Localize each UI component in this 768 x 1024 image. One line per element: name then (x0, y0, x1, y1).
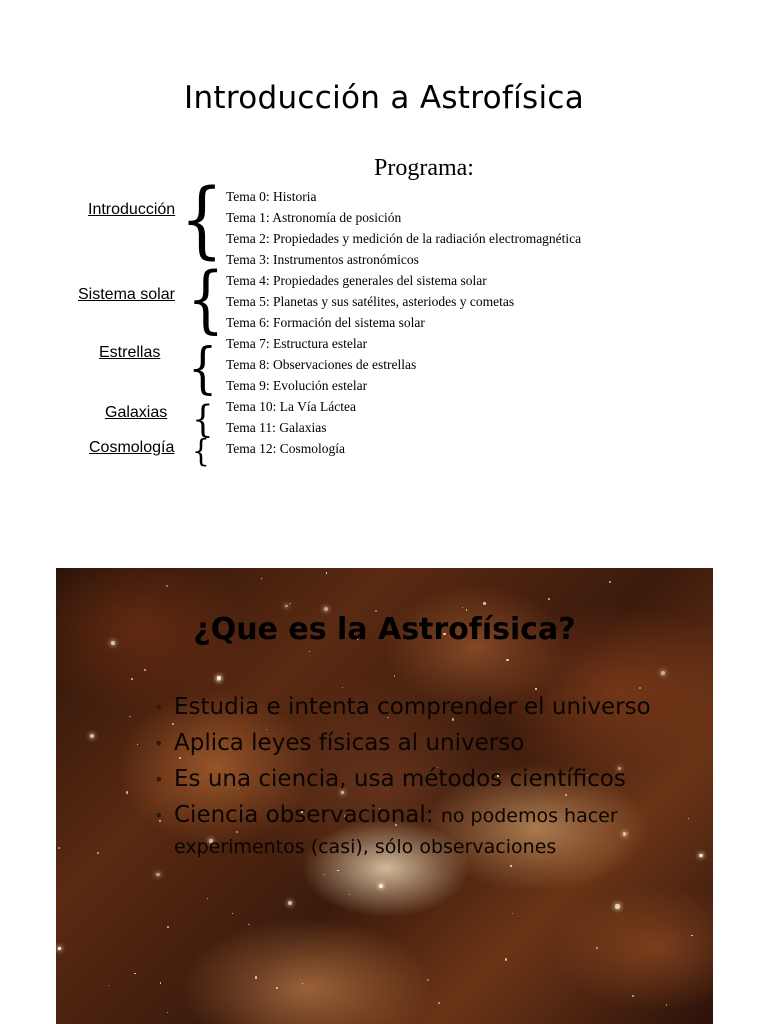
star-dot (615, 904, 619, 908)
brace-cosmologia: { (192, 432, 210, 469)
programa-heading: Programa: (374, 155, 474, 181)
slide-title: Introducción a Astrofísica (184, 80, 584, 116)
bullet-text: Estudia e intenta comprender el universo (174, 694, 651, 720)
tema-item: Tema 1: Astronomía de posición (226, 210, 402, 225)
bullet-item (152, 764, 702, 795)
tema-item: Tema 3: Instrumentos astronómicos (226, 252, 419, 267)
tema-item: Tema 11: Galaxias (226, 420, 327, 435)
slide2-title: ¿Que es la Astrofísica? (193, 612, 576, 647)
star-dot (207, 898, 209, 900)
star-dot (639, 687, 641, 689)
star-dot (596, 947, 598, 949)
star-dot (349, 894, 350, 895)
star-dot (535, 688, 537, 690)
star-dot (309, 651, 310, 652)
star-dot (144, 669, 146, 671)
tema-item: Tema 4: Propiedades generales del sistema solar (226, 273, 487, 288)
star-dot (232, 913, 233, 914)
group-label-introduccion: Introducción (88, 201, 176, 218)
star-dot (661, 671, 665, 675)
tema-item: Tema 12: Cosmología (226, 441, 346, 456)
star-dot (137, 744, 139, 746)
star-dot (632, 995, 634, 997)
star-dot (248, 924, 249, 925)
star-dot (302, 983, 303, 984)
star-dot (276, 987, 278, 989)
star-dot (427, 979, 429, 981)
star-dot (90, 734, 94, 738)
star-dot (288, 901, 292, 905)
star-dot (58, 947, 61, 950)
tema-item: Tema 10: La Vía Láctea (226, 399, 356, 414)
brace-sistema-solar: { (187, 257, 225, 342)
star-dot (337, 870, 338, 871)
star-dot (217, 678, 220, 681)
bullet-text: Ciencia observacional: (174, 802, 441, 828)
star-dot (324, 607, 328, 611)
bullet-dot-icon: • (154, 770, 164, 789)
star-dot (134, 973, 136, 975)
bullet-text: Es una ciencia, usa métodos científicos (174, 766, 626, 792)
tema-item: Tema 6: Formación del sistema solar (226, 315, 425, 330)
star-dot (466, 609, 468, 611)
star-dot (290, 603, 291, 604)
bullet-item (152, 800, 702, 862)
bullet-dot-icon: • (154, 806, 164, 825)
star-dot (108, 985, 110, 987)
star-dot (342, 687, 344, 689)
star-dot (255, 976, 257, 978)
bullet-extra-text: no podemos hacer experimentos (casi), sólo observaciones (174, 805, 618, 858)
tema-item: Tema 8: Observaciones de estrellas (226, 357, 417, 372)
bullet-dot-icon: • (154, 734, 164, 753)
star-dot (505, 958, 507, 960)
star-dot (324, 874, 325, 875)
star-dot (166, 585, 168, 587)
brace-galaxias: { (192, 397, 214, 442)
group-label-cosmologia: Cosmología (89, 439, 175, 456)
star-dot (512, 913, 514, 915)
bullet-text: Aplica leyes físicas al universo (174, 730, 525, 756)
star-dot (167, 1012, 168, 1013)
tema-list (226, 186, 581, 459)
star-dot (548, 598, 550, 600)
star-dot (506, 659, 508, 661)
star-dot (58, 847, 60, 849)
tema-item: Tema 5: Planetas y sus satélites, asteriodes y cometas (226, 294, 515, 309)
star-dot (97, 852, 99, 854)
bullet-item (152, 692, 702, 723)
star-dot (462, 607, 463, 608)
group-label-sistema-solar: Sistema solar (78, 286, 175, 303)
slide-que-es (56, 568, 713, 1024)
star-dot (160, 982, 161, 983)
star-dot (129, 716, 130, 717)
star-dot (691, 935, 693, 937)
star-dot (126, 791, 128, 793)
brace-introduccion: { (180, 169, 224, 269)
bullet-list (152, 692, 702, 867)
star-dot (438, 1002, 440, 1004)
tema-item: Tema 0: Historia (226, 189, 317, 204)
tema-item: Tema 9: Evolución estelar (226, 378, 368, 393)
star-dot (167, 926, 169, 928)
star-dot (326, 572, 328, 574)
star-dot (261, 578, 263, 580)
star-dot (379, 884, 382, 887)
tema-item: Tema 7: Estructura estelar (226, 336, 368, 351)
star-dot (285, 605, 288, 608)
bullet-dot-icon: • (154, 698, 164, 717)
star-dot (394, 675, 395, 676)
tema-item: Tema 2: Propiedades y medición de la radiación electromagnética (226, 231, 582, 246)
star-dot (483, 602, 485, 604)
star-dot (156, 873, 160, 877)
star-dot (609, 581, 611, 583)
group-label-estrellas: Estrellas (99, 344, 161, 361)
star-dot (131, 678, 133, 680)
group-label-galaxias: Galaxias (105, 404, 168, 421)
star-dot (666, 1004, 667, 1005)
bullet-item (152, 728, 702, 759)
brace-estrellas: { (188, 335, 218, 400)
